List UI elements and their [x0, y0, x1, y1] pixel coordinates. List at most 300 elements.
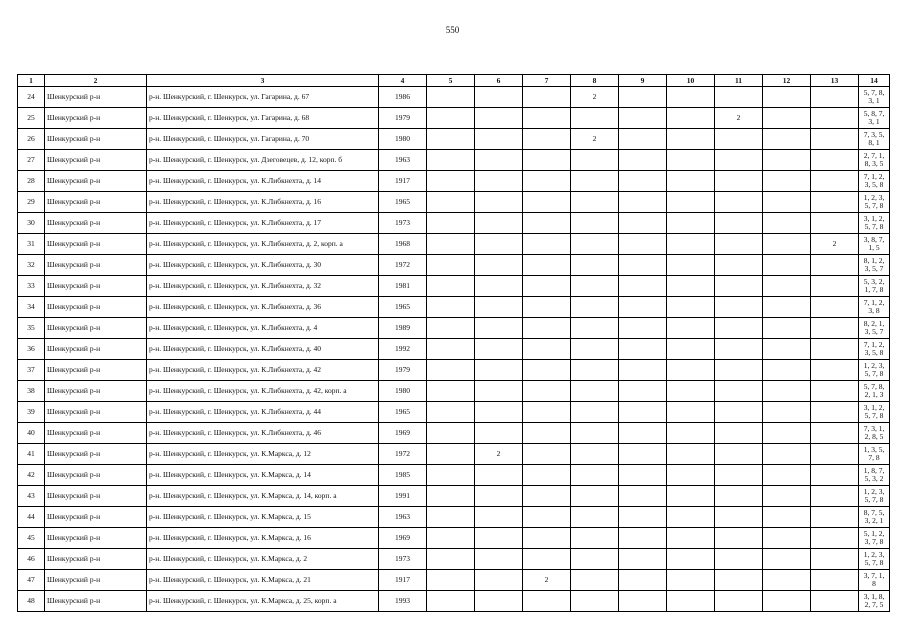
col10-cell	[667, 507, 715, 528]
col5-cell	[427, 234, 475, 255]
col9-cell	[619, 381, 667, 402]
address-cell: р-н. Шенкурский, г. Шенкурск, ул. К.Маркса, д. 14	[147, 465, 379, 486]
row-number: 33	[18, 276, 45, 297]
row-number: 34	[18, 297, 45, 318]
column-header: 14	[859, 75, 890, 87]
col9-cell	[619, 318, 667, 339]
col5-cell	[427, 591, 475, 612]
table-row	[18, 192, 890, 213]
col10-cell	[667, 297, 715, 318]
column-header: 1	[18, 75, 45, 87]
col11-cell	[715, 213, 763, 234]
col8-cell	[571, 549, 619, 570]
col7-cell	[523, 402, 571, 423]
address-cell: р-н. Шенкурский, г. Шенкурск, ул. К.Маркса, д. 15	[147, 507, 379, 528]
col6-cell	[475, 402, 523, 423]
col7-cell	[523, 87, 571, 108]
col6-cell	[475, 570, 523, 591]
col7-cell	[523, 528, 571, 549]
col14-cell: 2, 7, 1, 8, 3, 5	[859, 150, 890, 171]
col11-cell	[715, 171, 763, 192]
col9-cell	[619, 339, 667, 360]
col9-cell	[619, 444, 667, 465]
col10-cell	[667, 465, 715, 486]
col9-cell	[619, 150, 667, 171]
header-row	[18, 75, 890, 87]
col13-cell	[811, 276, 859, 297]
column-header: 2	[45, 75, 147, 87]
col14-cell: 7, 1, 2, 3, 8	[859, 297, 890, 318]
year-cell: 1972	[379, 255, 427, 276]
col14-cell: 3, 1, 2, 5, 7, 8	[859, 402, 890, 423]
col7-cell	[523, 339, 571, 360]
col10-cell	[667, 381, 715, 402]
address-cell: р-н. Шенкурский, г. Шенкурск, ул. К.Либкнехта, д. 44	[147, 402, 379, 423]
col6-cell	[475, 87, 523, 108]
year-cell: 1973	[379, 213, 427, 234]
col13-cell	[811, 549, 859, 570]
table-row	[18, 276, 890, 297]
col9-cell	[619, 402, 667, 423]
col12-cell	[763, 171, 811, 192]
col11-cell	[715, 297, 763, 318]
column-header: 11	[715, 75, 763, 87]
col12-cell	[763, 528, 811, 549]
col6-cell	[475, 339, 523, 360]
district-cell: Шенкурский р-н	[45, 234, 147, 255]
row-number: 44	[18, 507, 45, 528]
col11-cell	[715, 255, 763, 276]
row-number: 41	[18, 444, 45, 465]
column-header: 6	[475, 75, 523, 87]
register-table	[17, 74, 890, 612]
col13-cell	[811, 171, 859, 192]
col7-cell	[523, 255, 571, 276]
col5-cell	[427, 318, 475, 339]
col13-cell	[811, 87, 859, 108]
year-cell: 1991	[379, 486, 427, 507]
row-number: 42	[18, 465, 45, 486]
col5-cell	[427, 465, 475, 486]
column-header: 9	[619, 75, 667, 87]
col9-cell	[619, 171, 667, 192]
col10-cell	[667, 129, 715, 150]
col10-cell	[667, 423, 715, 444]
col9-cell	[619, 213, 667, 234]
table-row	[18, 297, 890, 318]
col7-cell	[523, 150, 571, 171]
col13-cell	[811, 129, 859, 150]
col10-cell	[667, 486, 715, 507]
col10-cell	[667, 570, 715, 591]
col11-cell	[715, 234, 763, 255]
year-cell: 1981	[379, 276, 427, 297]
col14-cell: 5, 8, 7, 3, 1	[859, 108, 890, 129]
col14-cell: 8, 7, 5, 3, 2, 1	[859, 507, 890, 528]
year-cell: 1965	[379, 192, 427, 213]
col8-cell	[571, 423, 619, 444]
col11-cell	[715, 591, 763, 612]
table-row	[18, 402, 890, 423]
col11-cell	[715, 507, 763, 528]
col11-cell	[715, 318, 763, 339]
col5-cell	[427, 570, 475, 591]
col10-cell	[667, 339, 715, 360]
col11-cell	[715, 339, 763, 360]
col7-cell	[523, 276, 571, 297]
table-row	[18, 507, 890, 528]
year-cell: 1965	[379, 402, 427, 423]
col6-cell	[475, 255, 523, 276]
col10-cell	[667, 276, 715, 297]
district-cell: Шенкурский р-н	[45, 381, 147, 402]
row-number: 27	[18, 150, 45, 171]
district-cell: Шенкурский р-н	[45, 87, 147, 108]
col11-cell	[715, 444, 763, 465]
col13-cell	[811, 570, 859, 591]
year-cell: 1963	[379, 507, 427, 528]
col14-cell: 8, 2, 1, 3, 5, 7	[859, 318, 890, 339]
col14-cell: 5, 3, 2, 1, 7, 8	[859, 276, 890, 297]
year-cell: 1917	[379, 570, 427, 591]
row-number: 48	[18, 591, 45, 612]
col8-cell	[571, 381, 619, 402]
col7-cell: 2	[523, 570, 571, 591]
table-row	[18, 549, 890, 570]
col13-cell	[811, 444, 859, 465]
col11-cell	[715, 360, 763, 381]
year-cell: 1965	[379, 297, 427, 318]
col12-cell	[763, 339, 811, 360]
table-row	[18, 108, 890, 129]
col11-cell	[715, 486, 763, 507]
col12-cell	[763, 549, 811, 570]
col7-cell	[523, 507, 571, 528]
address-cell: р-н. Шенкурский, г. Шенкурск, ул. Гагарина, д. 70	[147, 129, 379, 150]
col8-cell	[571, 339, 619, 360]
col10-cell	[667, 192, 715, 213]
col5-cell	[427, 549, 475, 570]
col13-cell	[811, 297, 859, 318]
col7-cell	[523, 234, 571, 255]
col9-cell	[619, 255, 667, 276]
table-row	[18, 423, 890, 444]
col8-cell	[571, 108, 619, 129]
col10-cell	[667, 150, 715, 171]
col14-cell: 5, 7, 8, 2, 1, 3	[859, 381, 890, 402]
col5-cell	[427, 87, 475, 108]
table-body	[18, 87, 890, 612]
col12-cell	[763, 591, 811, 612]
row-number: 47	[18, 570, 45, 591]
table-row	[18, 339, 890, 360]
district-cell: Шенкурский р-н	[45, 360, 147, 381]
col6-cell	[475, 192, 523, 213]
district-cell: Шенкурский р-н	[45, 591, 147, 612]
table-row	[18, 255, 890, 276]
col9-cell	[619, 129, 667, 150]
col11-cell	[715, 465, 763, 486]
column-header: 13	[811, 75, 859, 87]
col13-cell	[811, 255, 859, 276]
col5-cell	[427, 528, 475, 549]
district-cell: Шенкурский р-н	[45, 192, 147, 213]
address-cell: р-н. Шенкурский, г. Шенкурск, ул. Гагарина, д. 68	[147, 108, 379, 129]
year-cell: 1972	[379, 444, 427, 465]
col13-cell	[811, 465, 859, 486]
col13-cell	[811, 213, 859, 234]
col7-cell	[523, 381, 571, 402]
col7-cell	[523, 549, 571, 570]
table-row	[18, 171, 890, 192]
table-row	[18, 318, 890, 339]
district-cell: Шенкурский р-н	[45, 402, 147, 423]
col9-cell	[619, 486, 667, 507]
col12-cell	[763, 507, 811, 528]
col6-cell	[475, 381, 523, 402]
col5-cell	[427, 402, 475, 423]
district-cell: Шенкурский р-н	[45, 444, 147, 465]
col8-cell	[571, 150, 619, 171]
col8-cell	[571, 360, 619, 381]
year-cell: 1968	[379, 234, 427, 255]
col8-cell	[571, 591, 619, 612]
row-number: 31	[18, 234, 45, 255]
year-cell: 1969	[379, 528, 427, 549]
district-cell: Шенкурский р-н	[45, 276, 147, 297]
table-row	[18, 381, 890, 402]
col14-cell: 8, 1, 2, 3, 5, 7	[859, 255, 890, 276]
col12-cell	[763, 108, 811, 129]
col9-cell	[619, 591, 667, 612]
col5-cell	[427, 276, 475, 297]
col8-cell	[571, 402, 619, 423]
row-number: 29	[18, 192, 45, 213]
district-cell: Шенкурский р-н	[45, 255, 147, 276]
col6-cell	[475, 549, 523, 570]
address-cell: р-н. Шенкурский, г. Шенкурск, ул. К.Маркса, д. 25, корп. а	[147, 591, 379, 612]
table-row	[18, 528, 890, 549]
col13-cell	[811, 108, 859, 129]
col7-cell	[523, 486, 571, 507]
col13-cell	[811, 486, 859, 507]
col6-cell	[475, 528, 523, 549]
col8-cell	[571, 234, 619, 255]
address-cell: р-н. Шенкурский, г. Шенкурск, ул. К.Либкнехта, д. 46	[147, 423, 379, 444]
year-cell: 1993	[379, 591, 427, 612]
column-header: 12	[763, 75, 811, 87]
col7-cell	[523, 108, 571, 129]
year-cell: 1979	[379, 360, 427, 381]
column-header: 10	[667, 75, 715, 87]
row-number: 38	[18, 381, 45, 402]
col8-cell	[571, 507, 619, 528]
col10-cell	[667, 87, 715, 108]
col6-cell	[475, 423, 523, 444]
col6-cell	[475, 129, 523, 150]
col5-cell	[427, 297, 475, 318]
year-cell: 1989	[379, 318, 427, 339]
table-row	[18, 234, 890, 255]
col8-cell	[571, 213, 619, 234]
col8-cell	[571, 570, 619, 591]
col13-cell	[811, 339, 859, 360]
col9-cell	[619, 192, 667, 213]
col11-cell	[715, 129, 763, 150]
col5-cell	[427, 339, 475, 360]
col13-cell	[811, 381, 859, 402]
col12-cell	[763, 318, 811, 339]
col8-cell	[571, 192, 619, 213]
col8-cell: 2	[571, 87, 619, 108]
col8-cell	[571, 528, 619, 549]
district-cell: Шенкурский р-н	[45, 213, 147, 234]
col6-cell	[475, 360, 523, 381]
col14-cell: 7, 3, 1, 2, 8, 5	[859, 423, 890, 444]
table-row	[18, 444, 890, 465]
col8-cell	[571, 297, 619, 318]
col11-cell	[715, 192, 763, 213]
col10-cell	[667, 528, 715, 549]
col12-cell	[763, 276, 811, 297]
col8-cell	[571, 276, 619, 297]
col6-cell	[475, 108, 523, 129]
col6-cell	[475, 276, 523, 297]
col14-cell: 7, 1, 2, 3, 5, 8	[859, 171, 890, 192]
col12-cell	[763, 444, 811, 465]
col14-cell: 1, 8, 7, 5, 3, 2	[859, 465, 890, 486]
table-row	[18, 150, 890, 171]
district-cell: Шенкурский р-н	[45, 171, 147, 192]
table-row	[18, 591, 890, 612]
col13-cell	[811, 150, 859, 171]
col7-cell	[523, 129, 571, 150]
column-header: 5	[427, 75, 475, 87]
col10-cell	[667, 360, 715, 381]
col8-cell	[571, 465, 619, 486]
col9-cell	[619, 297, 667, 318]
district-cell: Шенкурский р-н	[45, 339, 147, 360]
column-header: 8	[571, 75, 619, 87]
column-header: 7	[523, 75, 571, 87]
col6-cell	[475, 507, 523, 528]
row-number: 24	[18, 87, 45, 108]
address-cell: р-н. Шенкурский, г. Шенкурск, ул. К.Либкнехта, д. 14	[147, 171, 379, 192]
col7-cell	[523, 171, 571, 192]
address-cell: р-н. Шенкурский, г. Шенкурск, ул. К.Маркса, д. 2	[147, 549, 379, 570]
col13-cell: 2	[811, 234, 859, 255]
col7-cell	[523, 465, 571, 486]
col9-cell	[619, 234, 667, 255]
col12-cell	[763, 381, 811, 402]
table-row	[18, 213, 890, 234]
district-cell: Шенкурский р-н	[45, 486, 147, 507]
district-cell: Шенкурский р-н	[45, 528, 147, 549]
col10-cell	[667, 213, 715, 234]
address-cell: р-н. Шенкурский, г. Шенкурск, ул. К.Маркса, д. 12	[147, 444, 379, 465]
year-cell: 1979	[379, 108, 427, 129]
col10-cell	[667, 234, 715, 255]
col5-cell	[427, 192, 475, 213]
table-row	[18, 486, 890, 507]
col14-cell: 1, 2, 3, 5, 7, 8	[859, 360, 890, 381]
col14-cell: 3, 8, 7, 1, 5	[859, 234, 890, 255]
col10-cell	[667, 255, 715, 276]
col13-cell	[811, 528, 859, 549]
col14-cell: 1, 2, 3, 5, 7, 8	[859, 486, 890, 507]
year-cell: 1917	[379, 171, 427, 192]
col9-cell	[619, 276, 667, 297]
col5-cell	[427, 381, 475, 402]
year-cell: 1980	[379, 381, 427, 402]
table-row	[18, 465, 890, 486]
col12-cell	[763, 150, 811, 171]
column-header: 3	[147, 75, 379, 87]
col5-cell	[427, 255, 475, 276]
col14-cell: 1, 2, 3, 5, 7, 8	[859, 192, 890, 213]
address-cell: р-н. Шенкурский, г. Шенкурск, ул. К.Либкнехта, д. 16	[147, 192, 379, 213]
address-cell: р-н. Шенкурский, г. Шенкурск, ул. К.Либкнехта, д. 30	[147, 255, 379, 276]
address-cell: р-н. Шенкурский, г. Шенкурск, ул. К.Либкнехта, д. 42, корп. а	[147, 381, 379, 402]
col6-cell: 2	[475, 444, 523, 465]
row-number: 45	[18, 528, 45, 549]
col6-cell	[475, 150, 523, 171]
col7-cell	[523, 213, 571, 234]
col9-cell	[619, 507, 667, 528]
address-cell: р-н. Шенкурский, г. Шенкурск, ул. К.Либкнехта, д. 2, корп. а	[147, 234, 379, 255]
row-number: 40	[18, 423, 45, 444]
column-header: 4	[379, 75, 427, 87]
col11-cell	[715, 549, 763, 570]
col12-cell	[763, 234, 811, 255]
col14-cell: 3, 7, 1, 8	[859, 570, 890, 591]
col5-cell	[427, 129, 475, 150]
col10-cell	[667, 108, 715, 129]
col13-cell	[811, 507, 859, 528]
col13-cell	[811, 402, 859, 423]
col9-cell	[619, 465, 667, 486]
col8-cell	[571, 255, 619, 276]
col7-cell	[523, 192, 571, 213]
address-cell: р-н. Шенкурский, г. Шенкурск, ул. К.Маркса, д. 16	[147, 528, 379, 549]
district-cell: Шенкурский р-н	[45, 465, 147, 486]
table-row	[18, 360, 890, 381]
col5-cell	[427, 486, 475, 507]
col12-cell	[763, 255, 811, 276]
address-cell: р-н. Шенкурский, г. Шенкурск, ул. К.Маркса, д. 21	[147, 570, 379, 591]
address-cell: р-н. Шенкурский, г. Шенкурск, ул. К.Либкнехта, д. 17	[147, 213, 379, 234]
col7-cell	[523, 591, 571, 612]
col9-cell	[619, 570, 667, 591]
col13-cell	[811, 423, 859, 444]
col8-cell	[571, 486, 619, 507]
page-number: 550	[445, 25, 460, 35]
col9-cell	[619, 87, 667, 108]
col12-cell	[763, 129, 811, 150]
col11-cell: 2	[715, 108, 763, 129]
col12-cell	[763, 192, 811, 213]
year-cell: 1986	[379, 87, 427, 108]
row-number: 43	[18, 486, 45, 507]
col10-cell	[667, 591, 715, 612]
col12-cell	[763, 465, 811, 486]
row-number: 28	[18, 171, 45, 192]
col13-cell	[811, 591, 859, 612]
col6-cell	[475, 486, 523, 507]
col14-cell: 5, 7, 8, 3, 1	[859, 87, 890, 108]
col8-cell	[571, 444, 619, 465]
col5-cell	[427, 171, 475, 192]
